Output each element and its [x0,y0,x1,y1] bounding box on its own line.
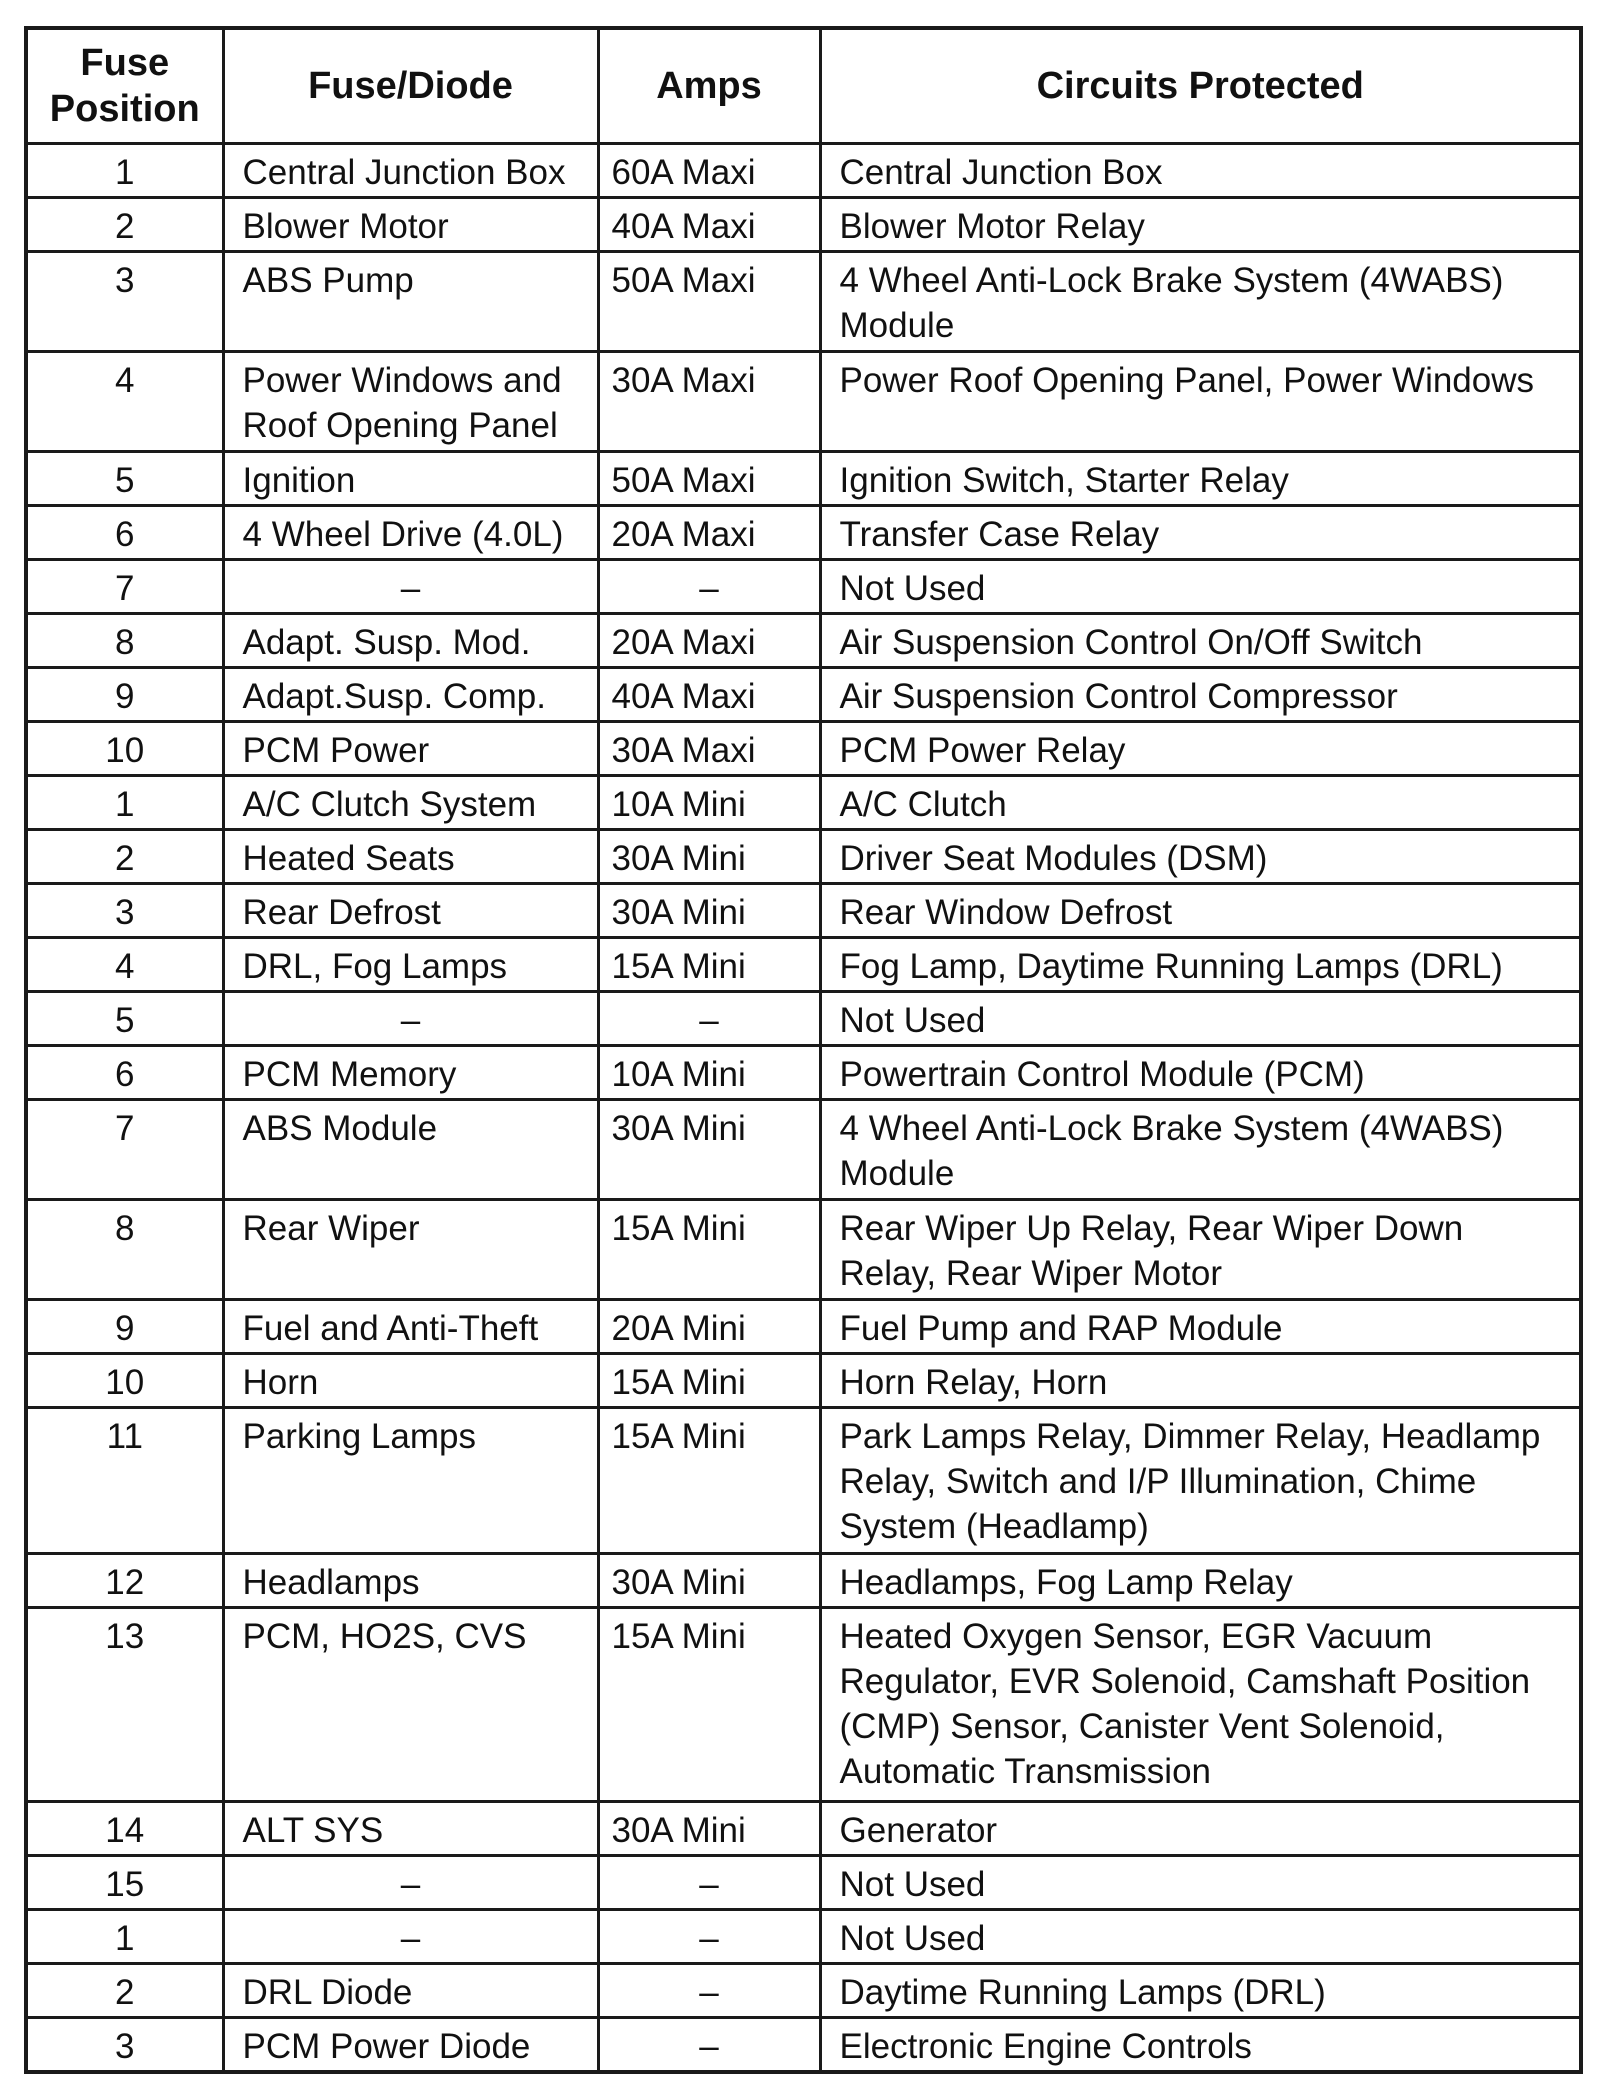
fuse-position-cell: 10 [26,722,223,776]
circuits-protected-cell: Air Suspension Control Compressor [820,668,1581,722]
fuse-position-cell: 5 [26,992,223,1046]
amps-cell: 50A Maxi [598,252,820,352]
fuse-diode-cell: Blower Motor [223,198,598,252]
table-row [26,722,1581,776]
amps-cell: – [598,1910,820,1964]
fuse-diode-cell: 4 Wheel Drive (4.0L) [223,506,598,560]
fuse-position-cell: 7 [26,560,223,614]
circuits-protected-cell: Fuel Pump and RAP Module [820,1300,1581,1354]
fuse-diode-cell: PCM, HO2S, CVS [223,1608,598,1802]
amps-cell: 30A Mini [598,1802,820,1856]
amps-cell: 30A Mini [598,1100,820,1200]
circuits-protected-cell: Powertrain Control Module (PCM) [820,1046,1581,1100]
header-amps: Amps [598,28,820,144]
fuse-diode-cell: Central Junction Box [223,144,598,198]
table-row [26,1910,1581,1964]
table-row [26,452,1581,506]
fuse-diode-cell: A/C Clutch System [223,776,598,830]
fuse-position-cell: 3 [26,884,223,938]
circuits-protected-cell: Power Roof Opening Panel, Power Windows [820,352,1581,452]
fuse-position-cell: 7 [26,1100,223,1200]
fuse-diode-cell: Adapt. Susp. Mod. [223,614,598,668]
fuse-position-cell: 2 [26,198,223,252]
fuse-diode-cell: PCM Power Diode [223,2018,598,2073]
amps-cell: – [598,560,820,614]
table-row [26,1608,1581,1802]
amps-cell: 15A Mini [598,1608,820,1802]
fuse-position-cell: 3 [26,252,223,352]
table-row [26,144,1581,198]
circuits-protected-cell: Not Used [820,992,1581,1046]
header-circuits-protected: Circuits Protected [820,28,1581,144]
amps-cell: 20A Maxi [598,614,820,668]
amps-cell: – [598,992,820,1046]
fuse-table [24,26,1583,2074]
amps-cell: 10A Mini [598,776,820,830]
circuits-protected-cell: Central Junction Box [820,144,1581,198]
fuse-diode-cell: Horn [223,1354,598,1408]
amps-cell: – [598,1856,820,1910]
table-row [26,1856,1581,1910]
circuits-protected-cell: Heated Oxygen Sensor, EGR Vacuum Regulator, EVR Solenoid, Camshaft Position (CMP) Sensor, Canister Vent Solenoid, Automatic Transmission [820,1608,1581,1802]
header-row [26,28,1581,144]
fuse-diode-cell: – [223,1910,598,1964]
fuse-position-cell: 11 [26,1408,223,1554]
fuse-diode-cell: Adapt.Susp. Comp. [223,668,598,722]
circuits-protected-cell: Electronic Engine Controls [820,2018,1581,2073]
table-row [26,1408,1581,1554]
table-row [26,1802,1581,1856]
fuse-position-cell: 4 [26,352,223,452]
amps-cell: 10A Mini [598,1046,820,1100]
circuits-protected-cell: Horn Relay, Horn [820,1354,1581,1408]
circuits-protected-cell: Rear Wiper Up Relay, Rear Wiper Down Relay, Rear Wiper Motor [820,1200,1581,1300]
fuse-diode-cell: ALT SYS [223,1802,598,1856]
fuse-position-cell: 10 [26,1354,223,1408]
fuse-diode-cell: Fuel and Anti-Theft [223,1300,598,1354]
circuits-protected-cell: Not Used [820,1910,1581,1964]
fuse-position-cell: 2 [26,830,223,884]
table-row [26,830,1581,884]
circuits-protected-cell: Ignition Switch, Starter Relay [820,452,1581,506]
circuits-protected-cell: Generator [820,1802,1581,1856]
fuse-position-cell: 6 [26,1046,223,1100]
fuse-position-cell: 3 [26,2018,223,2073]
amps-cell: 20A Mini [598,1300,820,1354]
table-row [26,352,1581,452]
fuse-position-cell: 6 [26,506,223,560]
fuse-diode-cell: – [223,1856,598,1910]
header-fuse-position: Fuse Position [26,28,223,144]
amps-cell: 20A Maxi [598,506,820,560]
circuits-protected-cell: Blower Motor Relay [820,198,1581,252]
circuits-protected-cell: Headlamps, Fog Lamp Relay [820,1554,1581,1608]
fuse-position-cell: 1 [26,1910,223,1964]
table-row [26,884,1581,938]
circuits-protected-cell: PCM Power Relay [820,722,1581,776]
circuits-protected-cell: Transfer Case Relay [820,506,1581,560]
amps-cell: 60A Maxi [598,144,820,198]
circuits-protected-cell: Park Lamps Relay, Dimmer Relay, Headlamp Relay, Switch and I/P Illumination, Chime System (Headlamp) [820,1408,1581,1554]
fuse-diode-cell: DRL Diode [223,1964,598,2018]
circuits-protected-cell: Driver Seat Modules (DSM) [820,830,1581,884]
fuse-position-cell: 15 [26,1856,223,1910]
circuits-protected-cell: 4 Wheel Anti-Lock Brake System (4WABS) Module [820,252,1581,352]
table-row [26,1554,1581,1608]
table-row [26,938,1581,992]
fuse-position-cell: 9 [26,668,223,722]
amps-cell: 15A Mini [598,938,820,992]
fuse-position-cell: 4 [26,938,223,992]
table-row [26,1354,1581,1408]
table-row [26,1300,1581,1354]
amps-cell: 50A Maxi [598,452,820,506]
table-row [26,992,1581,1046]
fuse-diode-cell: ABS Module [223,1100,598,1200]
circuits-protected-cell: Not Used [820,1856,1581,1910]
fuse-diode-cell: PCM Power [223,722,598,776]
amps-cell: 30A Maxi [598,722,820,776]
amps-cell: 30A Maxi [598,352,820,452]
circuits-protected-cell: Rear Window Defrost [820,884,1581,938]
amps-cell: – [598,1964,820,2018]
fuse-position-cell: 1 [26,776,223,830]
header-fuse-diode: Fuse/Diode [223,28,598,144]
fuse-diode-cell: – [223,992,598,1046]
fuse-diode-cell: ABS Pump [223,252,598,352]
table-row [26,560,1581,614]
fuse-diode-cell: Headlamps [223,1554,598,1608]
table-row [26,252,1581,352]
table-row [26,198,1581,252]
fuse-diode-cell: Rear Wiper [223,1200,598,1300]
table-row [26,668,1581,722]
fuse-diode-cell: Ignition [223,452,598,506]
fuse-position-cell: 13 [26,1608,223,1802]
fuse-position-cell: 2 [26,1964,223,2018]
circuits-protected-cell: 4 Wheel Anti-Lock Brake System (4WABS) Module [820,1100,1581,1200]
fuse-position-cell: 1 [26,144,223,198]
amps-cell: 30A Mini [598,830,820,884]
fuse-diode-cell: DRL, Fog Lamps [223,938,598,992]
table-row [26,776,1581,830]
table-row [26,614,1581,668]
circuits-protected-cell: Air Suspension Control On/Off Switch [820,614,1581,668]
fuse-diode-cell: Parking Lamps [223,1408,598,1554]
amps-cell: 40A Maxi [598,198,820,252]
amps-cell: 30A Mini [598,884,820,938]
fuse-diode-cell: Power Windows and Roof Opening Panel [223,352,598,452]
table-row [26,506,1581,560]
table-row [26,1964,1581,2018]
amps-cell: 15A Mini [598,1408,820,1554]
fuse-diode-cell: PCM Memory [223,1046,598,1100]
circuits-protected-cell: Daytime Running Lamps (DRL) [820,1964,1581,2018]
fuse-position-cell: 9 [26,1300,223,1354]
table-row [26,1100,1581,1200]
table-row [26,1046,1581,1100]
fuse-position-cell: 12 [26,1554,223,1608]
fuse-position-cell: 5 [26,452,223,506]
fuse-position-cell: 14 [26,1802,223,1856]
fuse-diode-cell: – [223,560,598,614]
amps-cell: 40A Maxi [598,668,820,722]
amps-cell: 15A Mini [598,1200,820,1300]
fuse-position-cell: 8 [26,1200,223,1300]
table-row [26,1200,1581,1300]
amps-cell: – [598,2018,820,2073]
fuse-diode-cell: Rear Defrost [223,884,598,938]
circuits-protected-cell: A/C Clutch [820,776,1581,830]
circuits-protected-cell: Not Used [820,560,1581,614]
fuse-position-cell: 8 [26,614,223,668]
fuse-diode-cell: Heated Seats [223,830,598,884]
amps-cell: 15A Mini [598,1354,820,1408]
amps-cell: 30A Mini [598,1554,820,1608]
circuits-protected-cell: Fog Lamp, Daytime Running Lamps (DRL) [820,938,1581,992]
table-row [26,2018,1581,2073]
